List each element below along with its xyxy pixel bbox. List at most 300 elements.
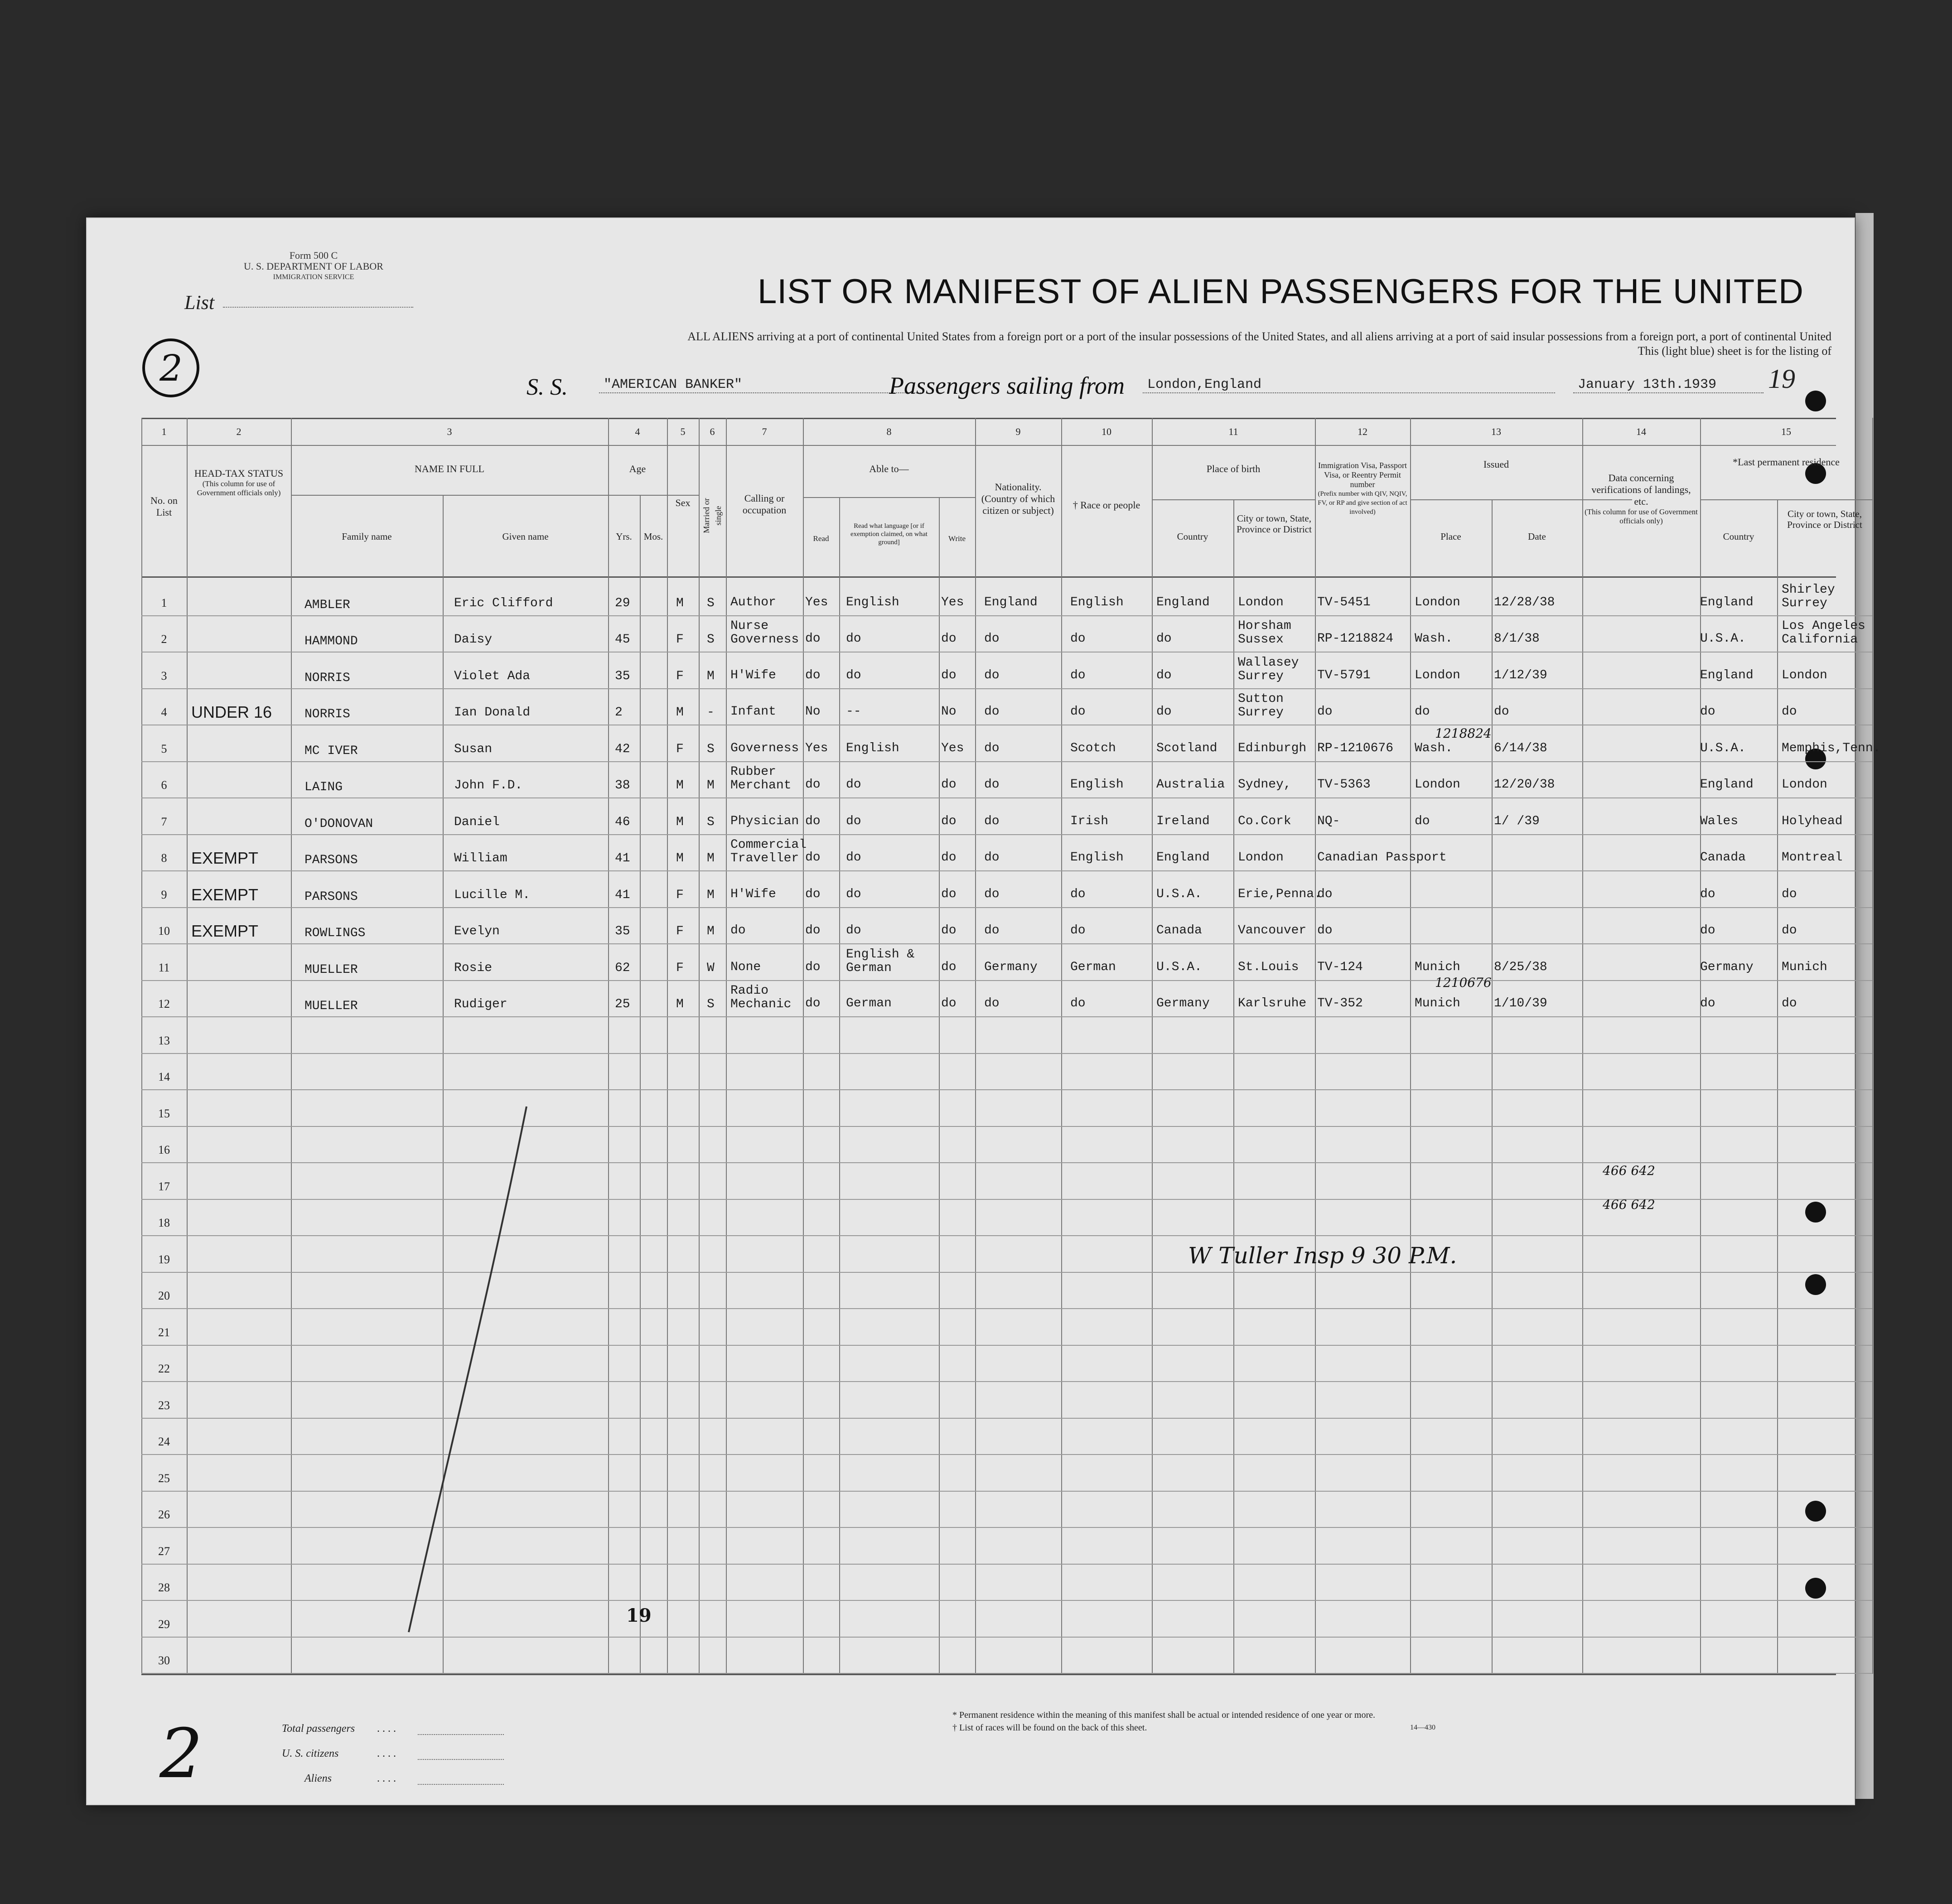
issued-place-cell: Wash. xyxy=(1415,741,1453,755)
res-city-cell: do xyxy=(1782,996,1797,1010)
birth-city-cell: Wallasey xyxy=(1238,655,1299,670)
page-edge xyxy=(1855,213,1874,1799)
race-cell: English xyxy=(1070,778,1124,792)
issued-date-cell: 6/14/38 xyxy=(1494,741,1547,755)
table-rule xyxy=(141,1674,1836,1675)
calling-cell: H'Wife xyxy=(730,887,776,901)
age-yrs-cell: 42 xyxy=(615,742,630,756)
given-name-cell: William xyxy=(454,851,507,865)
table-rule xyxy=(1492,499,1493,1674)
marital-cell: M xyxy=(707,851,715,865)
calling-cell: None xyxy=(730,960,761,974)
read-language-cell: German xyxy=(846,996,892,1010)
header-data-concerning xyxy=(1585,472,1698,526)
family-name-cell: HAMMOND xyxy=(304,634,358,648)
visa-note-row-5: 1210676 xyxy=(1435,975,1492,990)
write-cell: do xyxy=(941,851,957,865)
write-cell: Yes xyxy=(941,741,964,755)
birth-country-cell: Scotland xyxy=(1156,741,1218,755)
ship-name: "AMERICAN BANKER" xyxy=(599,377,921,393)
res-city-cell: California xyxy=(1782,633,1858,647)
circled-number-text: 2 xyxy=(159,347,183,389)
form-code: 14—430 xyxy=(1410,1724,1435,1731)
row-number: 26 xyxy=(158,1508,170,1521)
page-number-text: 2 xyxy=(159,1715,203,1791)
sex-cell: F xyxy=(676,669,684,683)
age-yrs-cell: 25 xyxy=(615,997,630,1011)
marital-cell: M xyxy=(707,924,715,938)
manifest-table xyxy=(141,418,1881,1687)
header-family-name: Family name xyxy=(342,531,392,542)
family-name-cell: LAING xyxy=(304,780,343,794)
head-tax-stamp: EXEMPT xyxy=(191,885,259,904)
row-rule xyxy=(141,761,1872,762)
table-rule xyxy=(141,445,1836,446)
head-tax-stamp: EXEMPT xyxy=(191,849,259,867)
race-cell: English xyxy=(1070,851,1124,865)
row-number: 10 xyxy=(158,924,170,938)
family-name-cell: NORRIS xyxy=(304,671,350,685)
row-rule xyxy=(141,1673,1872,1674)
age-yrs-cell: 62 xyxy=(615,961,630,975)
column-number: 9 xyxy=(1015,426,1021,437)
table-rule xyxy=(291,495,699,496)
sex-cell: M xyxy=(676,778,684,793)
calling-cell: Physician xyxy=(730,814,799,828)
row-number: 6 xyxy=(161,778,167,792)
row-number: 17 xyxy=(158,1179,170,1193)
header-race: † Race or people xyxy=(1073,499,1140,511)
race-cell: German xyxy=(1070,960,1116,974)
aliens-dots: . . . . xyxy=(377,1773,396,1784)
table-rule xyxy=(141,576,1836,578)
marital-cell: S xyxy=(707,997,715,1011)
visa-cell: do xyxy=(1317,923,1333,938)
read-language-cell: -- xyxy=(846,705,861,719)
sex-cell: M xyxy=(676,706,684,720)
page-title: LIST OR MANIFEST OF ALIEN PASSENGERS FOR THE UNITED xyxy=(758,272,1804,311)
list-label: List xyxy=(184,291,215,314)
header-visa xyxy=(1317,461,1408,517)
row-number: 28 xyxy=(158,1581,170,1594)
column-number: 5 xyxy=(680,426,686,437)
marital-cell: S xyxy=(707,742,715,756)
table-rule xyxy=(839,497,840,1674)
inspector-signature: W Tuller Insp 9 30 P.M. xyxy=(1188,1242,1457,1269)
issued-place-cell: London xyxy=(1415,595,1460,609)
row-rule xyxy=(141,943,1872,944)
given-name-cell: Susan xyxy=(454,742,493,756)
res-country-cell: do xyxy=(1700,887,1715,901)
table-rule xyxy=(141,418,142,1674)
race-cell: do xyxy=(1070,996,1086,1010)
read-cell: do xyxy=(805,960,821,974)
table-rule xyxy=(667,418,668,1674)
issued-date-cell: 8/25/38 xyxy=(1494,960,1547,974)
table-rule xyxy=(1315,418,1316,1674)
read-language-cell: do xyxy=(846,923,861,938)
citizens-dots: . . . . xyxy=(377,1748,396,1759)
marital-cell: M xyxy=(707,669,715,683)
row-number: 16 xyxy=(158,1143,170,1156)
issued-date-cell: 12/28/38 xyxy=(1494,595,1555,609)
sex-cell: F xyxy=(676,961,684,975)
row-number: 11 xyxy=(158,961,170,974)
calling-cell: Merchant xyxy=(730,778,792,793)
read-cell: do xyxy=(805,814,821,828)
read-language-cell: English xyxy=(846,595,899,609)
column-number: 14 xyxy=(1636,426,1646,437)
res-country-cell: do xyxy=(1700,923,1715,938)
visa-cell: TV-124 xyxy=(1317,960,1363,974)
row-number: 8 xyxy=(161,851,167,865)
nationality-cell: do xyxy=(984,923,1000,938)
data-concerning-note: (This column for use of Government officials only) xyxy=(1585,507,1698,525)
birth-country-cell: England xyxy=(1156,595,1210,609)
calling-cell: Nurse xyxy=(730,619,769,633)
given-name-cell: Rosie xyxy=(454,961,493,975)
row-rule xyxy=(141,907,1872,908)
given-name-cell: Daniel xyxy=(454,815,500,829)
race-cell: Scotch xyxy=(1070,741,1116,755)
visa-cell: TV-5363 xyxy=(1317,778,1371,792)
issued-place-cell: London xyxy=(1415,778,1460,792)
marital-cell: M xyxy=(707,888,715,902)
birth-city-cell: Karlsruhe xyxy=(1238,996,1307,1010)
header-age: Age xyxy=(629,463,646,474)
marital-cell: S xyxy=(707,596,715,610)
column-number: 8 xyxy=(886,426,892,437)
table-rule xyxy=(1233,499,1234,1674)
given-name-cell: Violet Ada xyxy=(454,669,531,683)
row-number: 30 xyxy=(158,1654,170,1667)
issued-place-cell: Munich xyxy=(1415,996,1460,1010)
birth-city-cell: Horsham xyxy=(1238,619,1291,633)
year-prefix: 19 xyxy=(1768,364,1795,394)
data-concerning-title: Data concerning verifications of landings, etc. xyxy=(1591,472,1691,507)
issued-date-cell: 8/1/38 xyxy=(1494,632,1540,646)
read-language-cell: do xyxy=(846,814,861,828)
header-birth-country: Country xyxy=(1177,531,1208,542)
nationality-cell: do xyxy=(984,887,1000,901)
res-country-cell: U.S.A. xyxy=(1700,632,1746,646)
issued-date-cell: do xyxy=(1494,705,1509,719)
issued-date-cell: 1/10/39 xyxy=(1494,996,1547,1010)
family-name-cell: NORRIS xyxy=(304,707,350,721)
row-rule xyxy=(141,1053,1872,1054)
res-country-cell: Germany xyxy=(1700,960,1754,974)
family-name-cell: MC IVER xyxy=(304,744,358,758)
table-rule xyxy=(1777,499,1778,1674)
row-number: 2 xyxy=(161,633,167,646)
row-rule xyxy=(141,1016,1872,1017)
column-number: 3 xyxy=(447,426,452,437)
birth-country-cell: Ireland xyxy=(1156,814,1210,828)
table-rule xyxy=(608,418,609,1674)
res-city-cell: Holyhead xyxy=(1782,814,1843,828)
nationality-cell: England xyxy=(984,595,1038,609)
header-mos: Mos. xyxy=(643,531,663,542)
age-yrs-cell: 2 xyxy=(615,706,623,720)
sex-cell: M xyxy=(676,596,684,610)
table-rule xyxy=(1872,418,1873,1674)
issued-date-cell: 1/12/39 xyxy=(1494,668,1547,682)
header-last-residence: *Last permanent residence xyxy=(1733,456,1840,468)
sex-cell: F xyxy=(676,742,684,756)
header-head-tax xyxy=(189,468,289,498)
handwritten-page-number xyxy=(155,1714,218,1791)
given-name-cell: John F.D. xyxy=(454,778,523,793)
birth-city-cell: Co.Cork xyxy=(1238,814,1291,828)
column-number: 10 xyxy=(1102,426,1111,437)
footnote-residence: * Permanent residence within the meaning of this manifest shall be actual or intended residence of one year or more. xyxy=(952,1710,1376,1720)
birth-city-cell: Vancouver xyxy=(1238,923,1307,938)
birth-country-cell: do xyxy=(1156,705,1172,719)
nationality-cell: Germany xyxy=(984,960,1038,974)
table-rule xyxy=(640,495,641,1674)
column-number: 2 xyxy=(236,426,242,437)
nationality-cell: do xyxy=(984,996,1000,1010)
age-yrs-cell: 35 xyxy=(615,924,630,938)
birth-country-cell: U.S.A. xyxy=(1156,960,1202,974)
family-name-cell: PARSONS xyxy=(304,889,358,904)
race-cell: English xyxy=(1070,595,1124,609)
write-cell: do xyxy=(941,887,957,901)
row-rule xyxy=(141,980,1872,981)
birth-country-cell: Canada xyxy=(1156,923,1202,938)
row-number: 5 xyxy=(161,742,167,755)
race-cell: do xyxy=(1070,887,1086,901)
marital-cell: M xyxy=(707,778,715,793)
header-res-city: City or town, State, Province or District xyxy=(1787,508,1862,530)
table-rule xyxy=(291,418,292,1674)
sex-cell: F xyxy=(676,924,684,938)
visa-note-row-2: 1218824 xyxy=(1435,726,1492,741)
row-count-mark: 19 xyxy=(626,1605,652,1626)
age-yrs-cell: 45 xyxy=(615,633,630,647)
res-city-cell: Shirley xyxy=(1782,582,1835,597)
row-rule xyxy=(141,834,1872,835)
header-issued: Issued xyxy=(1483,459,1509,470)
table-rule xyxy=(699,418,700,1674)
write-cell: do xyxy=(941,996,957,1010)
us-citizens-blank xyxy=(418,1759,504,1760)
write-cell: do xyxy=(941,778,957,792)
issued-place-cell: London xyxy=(1415,668,1460,682)
write-cell: do xyxy=(941,960,957,974)
table-rule xyxy=(1152,418,1153,1674)
write-cell: do xyxy=(941,923,957,938)
read-cell: do xyxy=(805,668,821,682)
header-yrs: Yrs. xyxy=(616,531,632,542)
table-rule xyxy=(1700,499,1872,500)
row-number: 25 xyxy=(158,1471,170,1485)
birth-country-cell: Australia xyxy=(1156,778,1225,792)
res-city-cell: Los Angeles xyxy=(1782,619,1865,633)
table-rule xyxy=(187,418,188,1674)
row-rule xyxy=(141,688,1872,689)
nationality-cell: do xyxy=(984,632,1000,646)
birth-country-cell: Germany xyxy=(1156,996,1210,1010)
table-rule xyxy=(1582,418,1583,1674)
issued-date-cell: 1/ /39 xyxy=(1494,814,1540,828)
row-number: 1 xyxy=(161,596,167,609)
birth-city-cell: Sutton xyxy=(1238,692,1284,706)
family-name-cell: ROWLINGS xyxy=(304,926,366,940)
age-yrs-cell: 41 xyxy=(615,888,630,902)
header-sex: Sex xyxy=(675,497,691,508)
column-number: 15 xyxy=(1781,426,1791,437)
header-read: Read xyxy=(813,534,829,543)
issued-place-cell: Munich xyxy=(1415,960,1460,974)
write-cell: Yes xyxy=(941,595,964,609)
res-city-cell: Montreal xyxy=(1782,851,1843,865)
read-language-cell: German xyxy=(846,961,892,975)
calling-cell: Rubber xyxy=(730,765,776,779)
row-number: 24 xyxy=(158,1435,170,1448)
visa-cell: RP-1218824 xyxy=(1317,632,1394,646)
row-number: 15 xyxy=(158,1107,170,1120)
row-number: 14 xyxy=(158,1070,170,1083)
calling-cell: Traveller xyxy=(730,851,799,865)
header-calling: Calling or occupation xyxy=(742,493,787,516)
visa-cell: TV-5791 xyxy=(1317,668,1371,682)
header-able-to: Able to— xyxy=(869,463,909,474)
total-passengers-label: Total passengers xyxy=(282,1723,355,1735)
visa-cell: RP-1210676 xyxy=(1317,741,1394,755)
race-cell: Irish xyxy=(1070,814,1109,828)
header-given-name: Given name xyxy=(502,531,549,542)
birth-country-cell: do xyxy=(1156,668,1172,682)
res-country-cell: U.S.A. xyxy=(1700,741,1746,755)
column-number: 12 xyxy=(1358,426,1367,437)
res-country-cell: Wales xyxy=(1700,814,1739,828)
row-number: 9 xyxy=(161,888,167,901)
row-number: 23 xyxy=(158,1398,170,1412)
birth-country-cell: do xyxy=(1156,632,1172,646)
calling-cell: Governess xyxy=(730,633,799,647)
nationality-cell: do xyxy=(984,851,1000,865)
birth-city-cell: Sydney, xyxy=(1238,778,1291,792)
birth-country-cell: England xyxy=(1156,851,1210,865)
nationality-cell: do xyxy=(984,778,1000,792)
age-yrs-cell: 35 xyxy=(615,669,630,683)
row-number: 29 xyxy=(158,1617,170,1631)
nationality-cell: do xyxy=(984,668,1000,682)
res-country-cell: England xyxy=(1700,668,1754,682)
write-cell: do xyxy=(941,632,957,646)
row-number: 22 xyxy=(158,1362,170,1375)
table-rule xyxy=(975,418,976,1674)
res-country-cell: do xyxy=(1700,996,1715,1010)
visa-cell: do xyxy=(1317,887,1333,901)
data-note-row-11: 466 642 xyxy=(1603,1163,1655,1178)
read-cell: do xyxy=(805,778,821,792)
head-tax-stamp: EXEMPT xyxy=(191,922,259,940)
table-rule xyxy=(1061,418,1062,1674)
column-number: 7 xyxy=(762,426,767,437)
given-name-cell: Lucille M. xyxy=(454,888,531,902)
marital-cell: S xyxy=(707,633,715,647)
calling-cell: Author xyxy=(730,595,776,609)
handwritten-circled-number xyxy=(141,336,200,400)
birth-city-cell: Surrey xyxy=(1238,706,1284,720)
res-country-cell: do xyxy=(1700,705,1715,719)
sex-cell: F xyxy=(676,633,684,647)
row-number: 27 xyxy=(158,1544,170,1558)
res-country-cell: Canada xyxy=(1700,851,1746,865)
aliens-blank xyxy=(418,1784,504,1785)
visa-note: (Prefix number with QIV, NQIV, FV, or RP and give section of act involved) xyxy=(1318,490,1407,516)
data-note-row-12: 466 642 xyxy=(1603,1197,1655,1212)
res-city-cell: London xyxy=(1782,778,1827,792)
age-yrs-cell: 41 xyxy=(615,851,630,865)
given-name-cell: Ian Donald xyxy=(454,706,531,720)
nationality-cell: do xyxy=(984,741,1000,755)
total-passengers-blank xyxy=(418,1734,504,1735)
visa-cell: TV-352 xyxy=(1317,996,1363,1010)
row-number: 18 xyxy=(158,1216,170,1229)
table-rule xyxy=(803,418,804,1674)
family-name-cell: PARSONS xyxy=(304,853,358,867)
head-tax-note: (This column for use of Government officials only) xyxy=(197,479,281,497)
issued-place-cell: do xyxy=(1415,814,1430,828)
calling-cell: Commercial xyxy=(730,838,807,852)
row-rule xyxy=(141,615,1872,616)
ss-label: S. S. xyxy=(527,374,568,400)
row-number: 12 xyxy=(158,997,170,1010)
column-number: 1 xyxy=(161,426,167,437)
write-cell: do xyxy=(941,668,957,682)
departure-date: January 13th.1939 xyxy=(1573,377,1764,393)
footnote-races: † List of races will be found on the back of this sheet. xyxy=(952,1723,1147,1733)
table-rule xyxy=(803,497,975,498)
row-rule xyxy=(141,870,1872,871)
res-city-cell: Surrey xyxy=(1782,596,1827,610)
race-cell: do xyxy=(1070,668,1086,682)
service: IMMIGRATION SERVICE xyxy=(273,273,354,281)
race-cell: do xyxy=(1070,632,1086,646)
issued-place-cell: Wash. xyxy=(1415,632,1453,646)
read-cell: Yes xyxy=(805,741,828,755)
family-name-cell: MUELLER xyxy=(304,962,358,977)
marital-cell: W xyxy=(707,961,715,975)
write-cell: do xyxy=(941,814,957,828)
intro-line-2: This (light blue) sheet is for the listing of xyxy=(1638,344,1831,358)
row-rule xyxy=(141,1089,1872,1090)
given-name-cell: Rudiger xyxy=(454,997,507,1011)
read-language-cell: do xyxy=(846,778,861,792)
birth-city-cell: London xyxy=(1238,595,1284,609)
header-birth-city: City or town, State, Province or District xyxy=(1237,513,1312,535)
res-country-cell: England xyxy=(1700,778,1754,792)
us-citizens-label: U. S. citizens xyxy=(282,1748,339,1759)
row-rule xyxy=(141,797,1872,798)
marital-cell: S xyxy=(707,815,715,829)
pencil-line xyxy=(391,1097,536,1641)
visa-title: Immigration Visa, Passport Visa, or Reentry Permit number xyxy=(1318,461,1407,489)
table-rule xyxy=(726,418,727,1674)
calling-cell: Governess xyxy=(730,741,799,755)
res-city-cell: London xyxy=(1782,668,1827,682)
res-city-cell: do xyxy=(1782,923,1797,938)
column-number: 13 xyxy=(1491,426,1501,437)
table-rule xyxy=(141,418,1836,419)
res-city-cell: do xyxy=(1782,887,1797,901)
read-cell: do xyxy=(805,887,821,901)
given-name-cell: Eric Clifford xyxy=(454,596,553,610)
head-tax-stamp: UNDER 16 xyxy=(191,703,272,721)
